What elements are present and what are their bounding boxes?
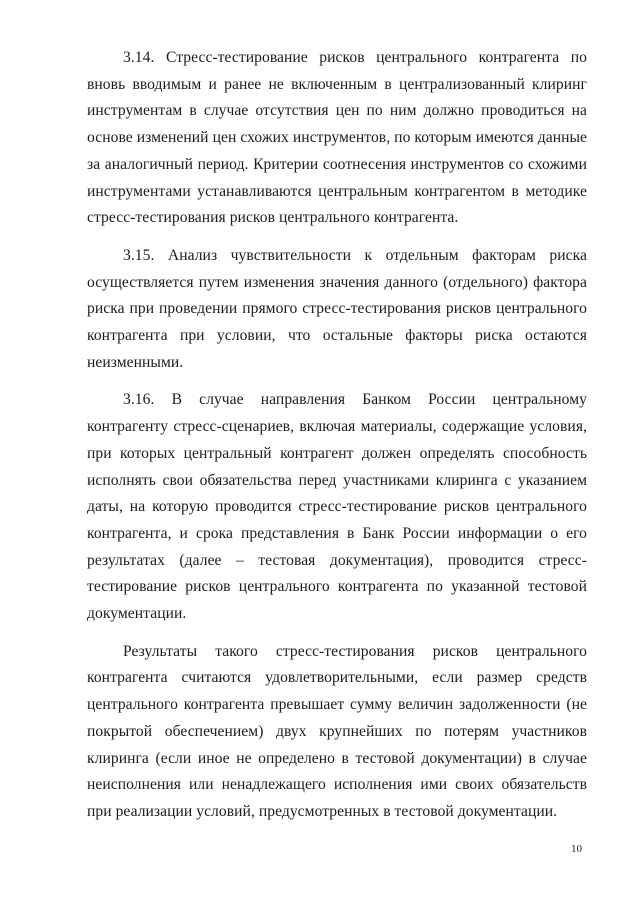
paragraph-3-16: 3.16. В случае направления Банком России центральному контрагенту стресс-сценариев, включая материалы, содержащие условия, при которых центральный контрагент должен определять способность исполнять свои обязательства перед участниками клиринга с указанием даты, на которую проводится стресс-тестирование рисков центрального контрагента, и срока представления в Банк России информации о его результатах (далее – тестовая документация), проводится стресс-тестирование рисков центрального контрагента по указанной тестовой документации. bbox=[87, 391, 587, 623]
page-number: 10 bbox=[571, 843, 582, 855]
body-text bbox=[87, 45, 587, 826]
paragraph-3-14: 3.14. Стресс-тестирование рисков центрального контрагента по вновь вводимым и ранее не включенным в централизованный клиринг инструментам в случае отсутствия цен по ним должно проводиться на основе изменений цен схожих инструментов, по которым имеются данные за аналогичный период. Критерии соотнесения инструментов со схожими инструментами устанавливаются центральным контрагентом в методике стресс-тестирования рисков центрального контрагента. bbox=[87, 49, 587, 227]
paragraph-3-15: 3.15. Анализ чувствительности к отдельным факторам риска осуществляется путем изменения значения данного (отдельного) фактора риска при проведении прямого стресс-тестирования рисков центрального контрагента при условии, что остальные факторы риска остаются неизменными. bbox=[87, 246, 587, 371]
paragraph-results: Результаты такого стресс-тестирования рисков центрального контрагента считаются удовлетворительными, если размер средств центрального контрагента превышает сумму величин задолженности (не покрытой обеспечением) двух крупнейших по потерям участников клиринга (если иное не определено в тестовой документации) в случае неисполнения или ненадлежащего исполнения ими своих обязательств при реализации условий, предусмотренных в тестовой документации. bbox=[87, 642, 587, 820]
